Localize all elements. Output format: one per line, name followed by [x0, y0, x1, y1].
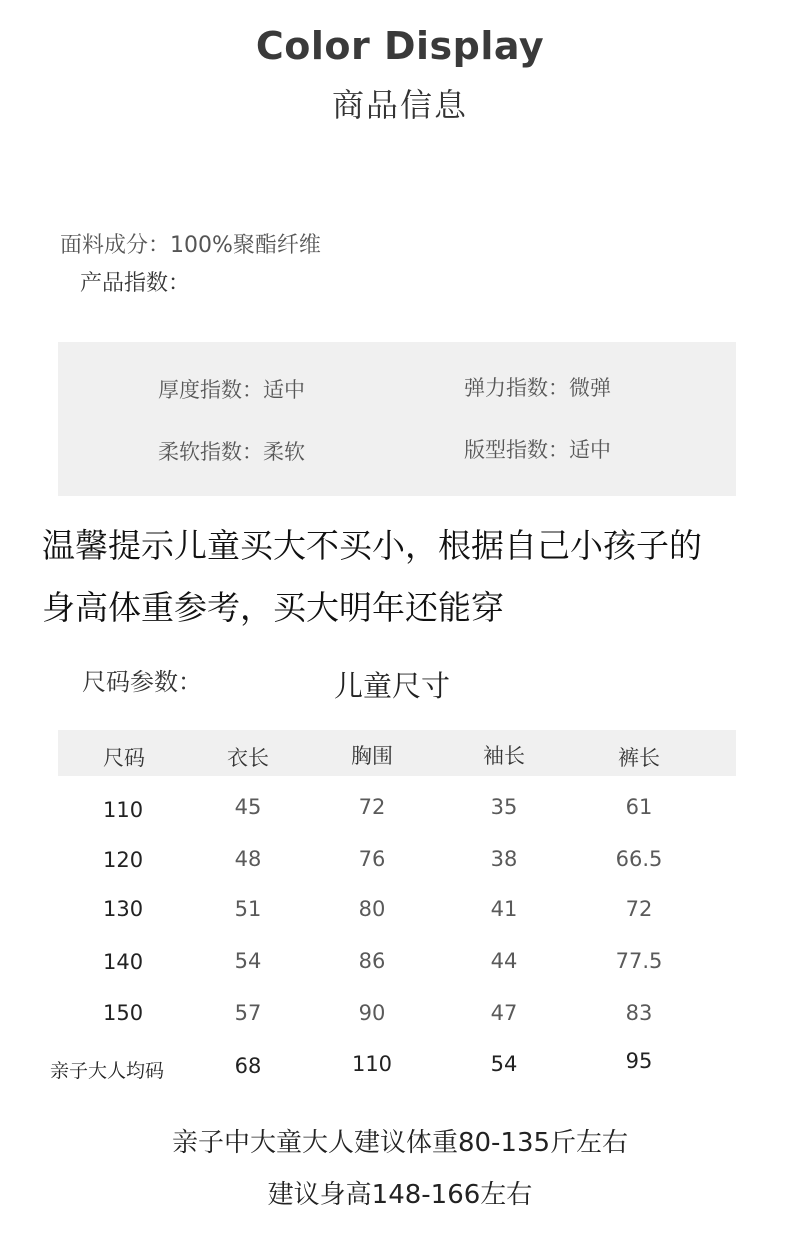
row-6-pants-length: 95	[625, 1049, 653, 1073]
header-sleeve: 袖长	[483, 744, 525, 768]
header-size: 尺码	[103, 746, 145, 770]
row-6-size: 亲子大人均码	[50, 1060, 165, 1082]
row-3-pants-length: 72	[625, 897, 653, 921]
row-1-size: 110	[103, 798, 144, 822]
row-2-pants-length: 66.5	[615, 847, 663, 871]
row-5-pants-length: 83	[625, 1001, 653, 1025]
title-english: Color Display	[255, 24, 545, 68]
fabric-composition: 面料成分：100%聚酯纤维	[60, 233, 321, 258]
row-4-chest: 86	[358, 949, 386, 973]
thickness-index: 厚度指数：适中	[158, 378, 305, 402]
row-4-sleeve: 44	[490, 949, 518, 973]
row-5-size: 150	[103, 1001, 144, 1025]
row-5-chest: 90	[358, 1001, 386, 1025]
size-type-label: 儿童尺寸	[334, 669, 451, 703]
row-2-chest: 76	[358, 847, 386, 871]
header-chest: 胸围	[351, 744, 393, 768]
row-4-pants-length: 77.5	[615, 949, 663, 973]
product-index-heading: 产品指数：	[80, 271, 191, 296]
header-length: 衣长	[227, 746, 269, 770]
row-6-chest: 110	[351, 1052, 393, 1076]
row-6-sleeve: 54	[490, 1052, 518, 1076]
title-chinese: 商品信息	[331, 86, 468, 124]
row-3-size: 130	[103, 897, 144, 921]
row-3-chest: 80	[358, 897, 386, 921]
row-3-length: 51	[234, 897, 262, 921]
row-2-sleeve: 38	[490, 847, 518, 871]
row-5-sleeve: 47	[490, 1001, 518, 1025]
recommended-height: 建议身高148-166左右	[267, 1180, 533, 1210]
row-1-length: 45	[234, 795, 262, 819]
row-1-sleeve: 35	[490, 795, 518, 819]
fit-index: 版型指数：适中	[464, 438, 611, 462]
size-table-header	[58, 730, 736, 776]
header-pants-length: 裤长	[618, 746, 660, 770]
tip-line-2: 身高体重参考，买大明年还能穿	[42, 588, 504, 627]
row-3-sleeve: 41	[490, 897, 518, 921]
row-2-size: 120	[103, 848, 144, 872]
row-4-length: 54	[234, 949, 262, 973]
row-1-chest: 72	[358, 795, 386, 819]
tip-line-1: 温馨提示儿童买大不买小，根据自己小孩子的	[42, 526, 702, 565]
softness-index: 柔软指数：柔软	[158, 440, 305, 464]
row-5-length: 57	[234, 1001, 262, 1025]
row-1-pants-length: 61	[625, 795, 653, 819]
row-4-size: 140	[103, 950, 144, 974]
product-index-panel	[58, 342, 736, 496]
size-parameters-label: 尺码参数：	[82, 668, 202, 696]
recommended-weight: 亲子中大童大人建议体重80-135斤左右	[171, 1128, 629, 1158]
elasticity-index: 弹力指数：微弹	[464, 376, 611, 400]
row-6-length: 68	[234, 1054, 262, 1078]
row-2-length: 48	[234, 847, 262, 871]
